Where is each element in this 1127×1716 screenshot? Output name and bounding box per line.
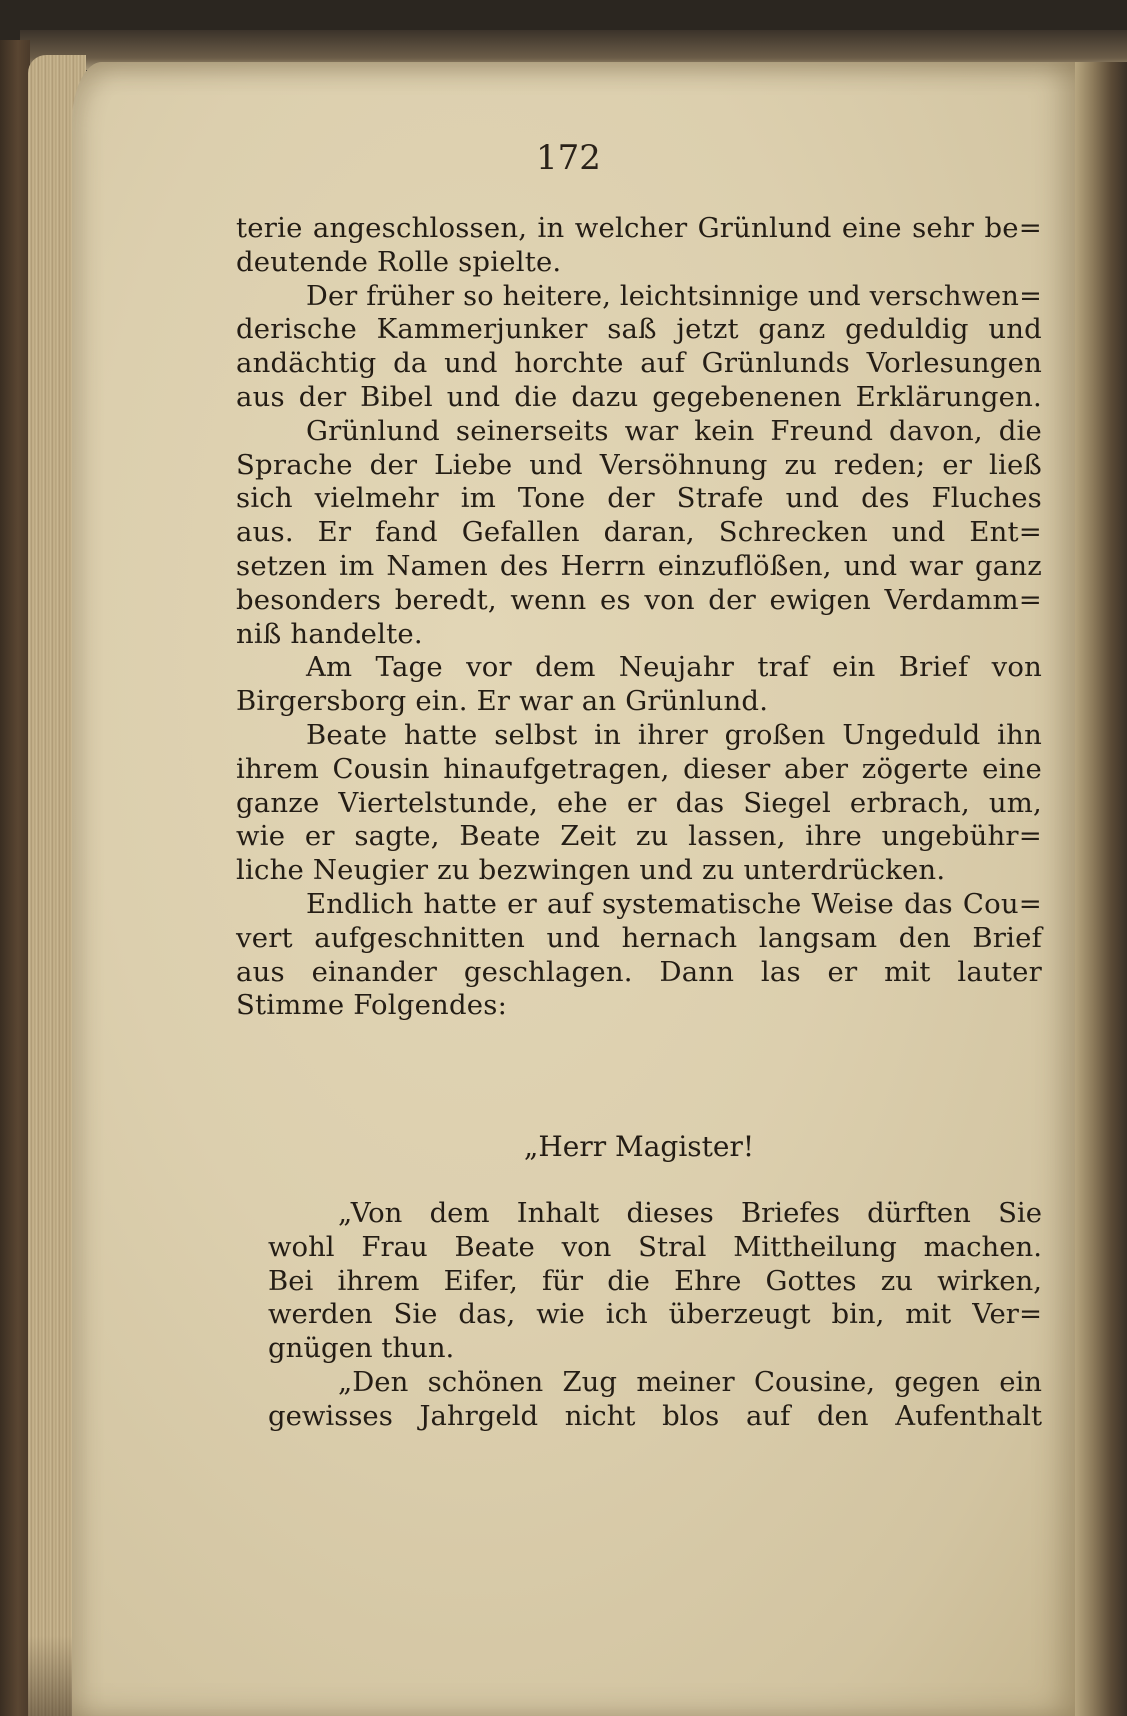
text-line: Endlich hatte er auf systematische Weise das Cou= [306, 887, 1042, 920]
text-line: Beate hatte selbst in ihrer großen Ungeduld ihn [306, 718, 1042, 751]
text-line: terie angeschlossen, in welcher Grünlund eine sehr be= [236, 212, 1042, 244]
text-line: vert aufgeschnitten und hernach langsam den Brief [236, 921, 1042, 954]
book-cover-edge [0, 40, 30, 1716]
text-line: aus. Er fand Gefallen daran, Schrecken und Ent= [236, 516, 1042, 549]
text-line: Am Tage vor dem Neujahr traf ein Brief von [306, 651, 1042, 684]
text-line: werden Sie das, wie ich überzeugt bin, mit Ver= [268, 1298, 1042, 1331]
body-text [236, 212, 1042, 1023]
text-line: „Den schönen Zug meiner Cousine, gegen ein [338, 1365, 1042, 1398]
text-line: besonders beredt, wenn es von der ewigen Verdamm= [236, 583, 1042, 616]
text-line: niß handelte. [236, 617, 423, 650]
text-line: deutende Rolle spielte. [236, 245, 562, 278]
text-line: Sprache der Liebe und Versöhnung zu reden; er ließ [236, 448, 1042, 481]
page-number: 172 [536, 138, 601, 178]
text-line: aus der Bibel und die dazu gegebenenen Erklärungen. [236, 380, 1042, 413]
text-line: gnügen thun. [268, 1332, 455, 1365]
text-line: aus einander geschlagen. Dann las er mit lauter [236, 955, 1042, 988]
text-line: gewisses Jahrgeld nicht blos auf den Aufenthalt [268, 1399, 1042, 1432]
text-line: ganze Viertelstunde, ehe er das Siegel erbrach, um, [236, 786, 1042, 819]
letter-text [268, 1197, 1042, 1434]
text-line: Grünlund seinerseits war kein Freund davon, die [306, 414, 1042, 447]
text-line: Stimme Folgendes: [236, 989, 508, 1022]
text-line: ihrem Cousin hinaufgetragen, dieser aber zögerte eine [236, 752, 1042, 785]
text-line: liche Neugier zu bezwingen und zu unterdrücken. [236, 854, 946, 887]
letter-salutation: „Herr Magister! [523, 1130, 755, 1163]
text-line: wie er sagte, Beate Zeit zu lassen, ihre ungebühr= [236, 820, 1042, 853]
text-line: setzen im Namen des Herrn einzuflößen, und war ganz [236, 549, 1042, 582]
text-line: Der früher so heitere, leichtsinnige und verschwen= [306, 280, 1042, 312]
text-line: wohl Frau Beate von Stral Mittheilung machen. [268, 1230, 1042, 1263]
text-line: „Von dem Inhalt dieses Briefes dürften Sie [338, 1197, 1042, 1229]
text-line: andächtig da und horchte auf Grünlunds Vorlesungen [236, 347, 1042, 380]
text-line: sich vielmehr im Tone der Strafe und des Fluches [236, 482, 1042, 515]
text-line: Bei ihrem Eifer, für die Ehre Gottes zu wirken, [268, 1264, 1042, 1297]
text-line: derische Kammerjunker saß jetzt ganz geduldig und [236, 313, 1042, 346]
text-line: Birgersborg ein. Er war an Grünlund. [236, 685, 769, 718]
book-gutter [1075, 62, 1127, 1716]
